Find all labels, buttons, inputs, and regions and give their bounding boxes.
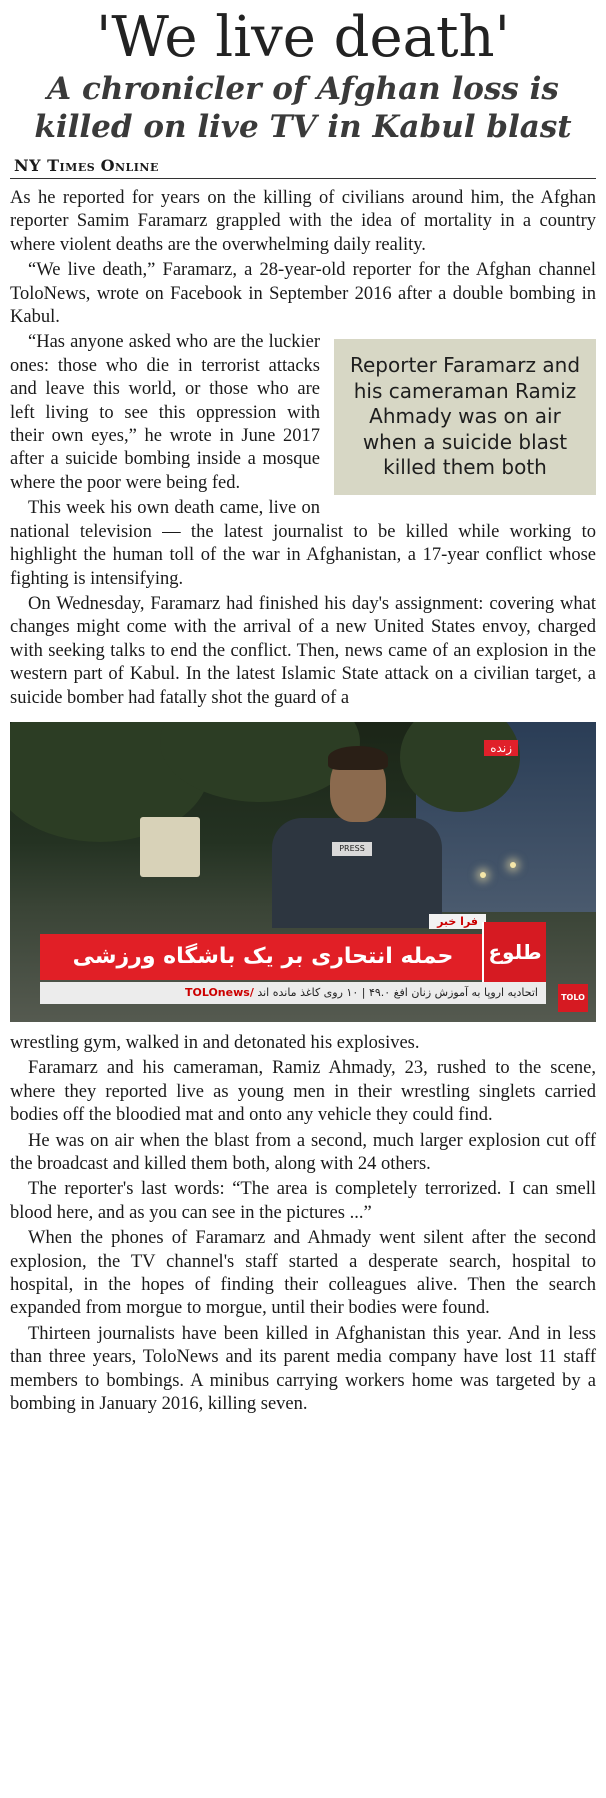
paragraph-11: Thirteen journalists have been killed in Afghanistan this year. And in less than three years, ToloNews and its parent media company have lost 11 staff members to bombings. A minibus carrying workers home was targeted by a bombing in January 2016, killing seven. — [10, 1323, 596, 1415]
headline: 'We live death' — [95, 5, 511, 70]
photo-reporter-hair — [328, 746, 388, 770]
ticker-subline — [40, 982, 546, 1004]
ticker-sub-text: اتحادیه اروپا به آموزش زنان افغ ۴۹.۰ | ۱۰ روی کاغذ مانده اند — [257, 985, 538, 999]
pull-quote: Reporter Faramarz and his cameraman Ramiz Ahmady was on air when a suicide blast killed them both — [334, 339, 596, 495]
press-vest-label: PRESS — [332, 842, 372, 856]
photo-light — [480, 872, 486, 878]
paragraph-2: “We live death,” Faramarz, a 28-year-old reporter for the Afghan channel ToloNews, wrote on Facebook in September 2016 after a double bombing in Kabul. — [10, 260, 596, 328]
paragraph-9: The reporter's last words: “The area is completely terrorized. I can smell blood here, and as you can see in the pictures ...” — [10, 1179, 596, 1223]
paragraph-5: On Wednesday, Faramarz had finished his day's assignment: covering what changes might come with the arrival of a new United States envoy, charged with seeking talks to end the conflict. Then, news came of an explosion in the western part of Kabul. In the latest Islamic State attack on a civilian target, a suicide bomber had fatally shot the guard of a — [10, 593, 596, 708]
paragraph-7: Faramarz and his cameraman, Ramiz Ahmady, 23, rushed to the scene, where they reported live as young men in their wrestling singlets carried bodies off the bloodied mat and onto any vehicle they could find. — [10, 1058, 596, 1126]
breaking-label: فرا خبر — [429, 914, 486, 929]
paragraph-1: As he reported for years on the killing of civilians around him, the Afghan reporter Samim Faramarz grappled with the idea of mortality in a country where violent deaths are the overwhelming daily reality. — [10, 188, 596, 255]
byline-source: NY Times — [14, 156, 96, 175]
subheadline: A chronicler of Afghan loss is killed on live TV in Kabul blast — [34, 71, 572, 145]
paragraph-3: “Has anyone asked who are the luckier ones: those who die in terrorist attacks and leave this world, or those who are left living to see this oppression with their own eyes,” he wrote in June 2017 after a suicide bombing inside a mosque where the poor were being fed. — [10, 332, 320, 493]
ticker-handle: /TOLOnews — [184, 985, 254, 999]
corner-logo: TOLO — [558, 984, 588, 1012]
photo-light — [510, 862, 516, 868]
article-page — [0, 5, 606, 1798]
article-body-bottom — [10, 1032, 596, 1417]
byline-channel: Online — [100, 156, 159, 175]
byline — [10, 154, 596, 179]
paragraph-4: This week his own death came, live on national television — the latest journalist to be killed while working to highlight the human toll of the war in Afghanistan, a 17-year conflict whose fighting is intensifying. — [10, 498, 596, 589]
paragraph-10: When the phones of Faramarz and Ahmady went silent after the second explosion, the TV channel's staff started a desperate search, hospital to hospital, in the hopes of finding their colleagues alive. Then the search expanded from morgue to morgue, until their bodies were found. — [10, 1228, 596, 1319]
photo-reporter-body — [272, 818, 442, 928]
paragraph-6: wrestling gym, walked in and detonated his explosives. — [10, 1032, 420, 1053]
paragraph-8: He was on air when the blast from a second, much larger explosion cut off the broadcast and killed them both, along with 24 others. — [10, 1130, 596, 1174]
live-badge: زنده — [484, 740, 518, 756]
ticker-headline: حمله انتحاری بر یک باشگاه ورزشی — [40, 934, 486, 980]
article-body-top — [10, 187, 596, 710]
photo-bus — [140, 817, 200, 877]
tolo-logo: طلوع — [482, 922, 546, 982]
news-photo — [10, 722, 596, 1022]
